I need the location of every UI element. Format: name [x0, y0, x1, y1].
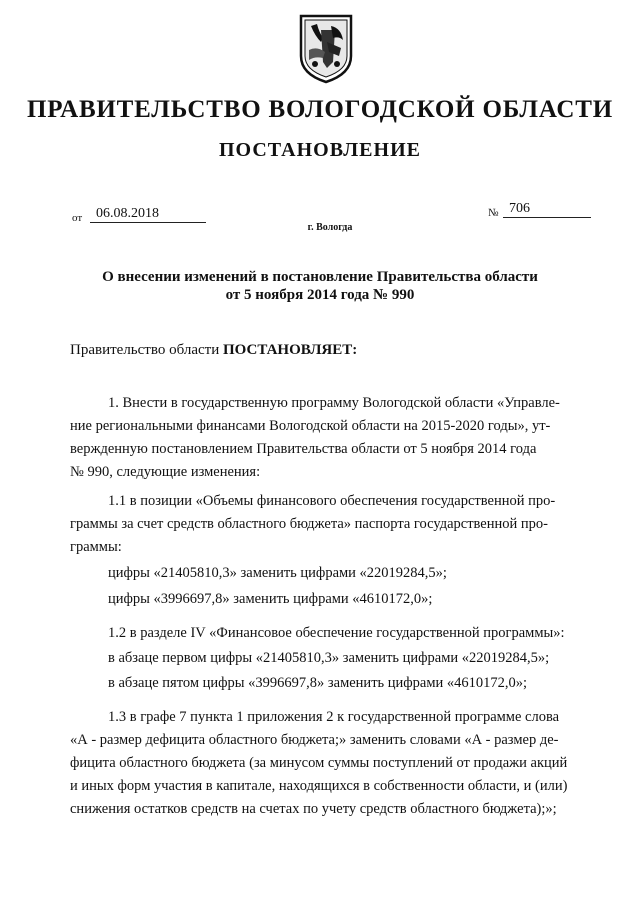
paragraph-1-1	[70, 490, 600, 611]
city-label: г. Вологда	[307, 222, 353, 233]
text-line: цифры «3996697,8» заменить цифрами «4610172,0»;	[108, 591, 433, 607]
paragraph-1	[70, 392, 600, 484]
date-prefix: от	[72, 212, 83, 224]
document-number: 706	[503, 201, 591, 218]
preamble-keyword: ПОСТАНОВЛЯЕТ:	[222, 342, 358, 358]
text-line: и иных форм участия в капитале, находящихся в собственности области, и (или)	[70, 778, 568, 794]
text-line: 1. Внести в государственную программу Вологодской области «Управле-	[108, 395, 560, 411]
preamble-text: Правительство области	[70, 342, 223, 358]
number-prefix: №	[488, 207, 499, 219]
document-type: ПОСТАНОВЛЕНИЕ	[219, 139, 421, 161]
preamble	[70, 342, 357, 359]
document-date: 06.08.2018	[90, 206, 206, 223]
government-title: ПРАВИТЕЛЬСТВО ВОЛОГОДСКОЙ ОБЛАСТИ	[26, 96, 614, 123]
heading-line-1: О внесении изменений в постановление Правительства области	[102, 269, 538, 285]
vologda-coat-of-arms-icon	[297, 12, 355, 84]
text-line: вержденную постановлением Правительства области от 5 ноября 2014 года	[70, 441, 537, 457]
text-line: фицита областного бюджета (за минусом суммы поступлений от продажи акций	[70, 755, 568, 771]
text-line: в абзаце первом цифры «21405810,3» заменить цифрами «22019284,5»;	[108, 650, 550, 666]
text-line: 1.1 в позиции «Объемы финансового обеспечения государственной про-	[108, 493, 556, 509]
text-line: граммы:	[70, 539, 122, 555]
paragraph-1-2	[70, 622, 600, 695]
text-line: цифры «21405810,3» заменить цифрами «22019284,5»;	[108, 565, 447, 581]
text-line: снижения остатков средств на счетах по учету средств областного бюджета);»;	[70, 801, 557, 817]
text-line: граммы за счет средств областного бюджета» паспорта государственной про-	[70, 516, 548, 532]
text-line: ние региональными финансами Вологодской области на 2015-2020 годы», ут-	[70, 418, 551, 434]
text-line: 1.2 в разделе IV «Финансовое обеспечение государственной программы»:	[108, 625, 565, 641]
text-line: в абзаце пятом цифры «3996697,8» заменить цифрами «4610172,0»;	[108, 675, 528, 691]
heading-line-2: от 5 ноября 2014 года № 990	[225, 287, 415, 303]
text-line: № 990, следующие изменения:	[70, 464, 261, 480]
paragraph-1-3	[70, 706, 600, 821]
document-heading	[70, 268, 570, 304]
text-line: 1.3 в графе 7 пункта 1 приложения 2 к государственной программе слова	[108, 709, 560, 725]
text-line: «А - размер дефицита областного бюджета;» заменить словами «А - размер де-	[70, 732, 559, 748]
